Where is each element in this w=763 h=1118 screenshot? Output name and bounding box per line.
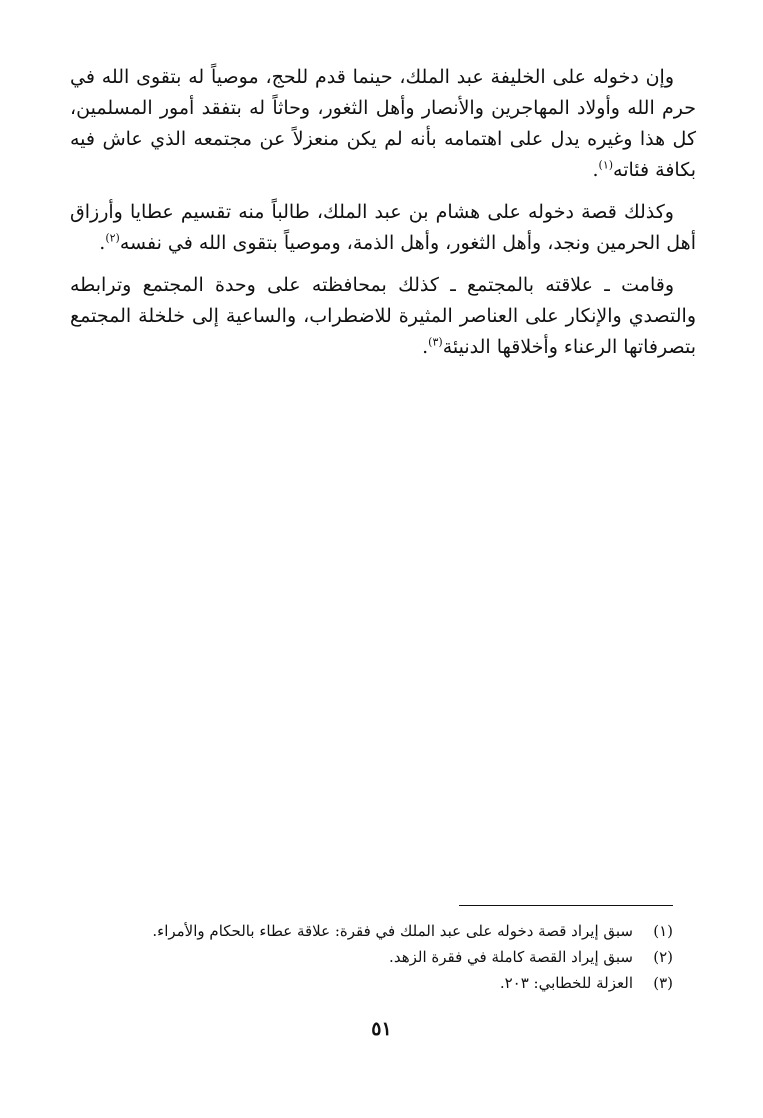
footnote-2 [70, 944, 673, 970]
footnote-ref-3: (٣) [428, 335, 443, 349]
footnote-separator [459, 905, 673, 906]
footnote-number: (١) [653, 922, 673, 940]
paragraph-1-end: . [592, 159, 599, 181]
page-number: ٥١ [371, 1018, 392, 1040]
paragraph-3-end: . [422, 336, 429, 358]
footnote-text: العزلة للخطابي: ٢٠٣. [499, 974, 633, 992]
footnote-1 [70, 918, 673, 944]
paragraph-1 [70, 62, 696, 186]
footnote-ref-2: (٢) [105, 231, 120, 245]
paragraph-3 [70, 270, 696, 363]
paragraph-2-text: وكذلك قصة دخوله على هشام بن عبد الملك، طالباً منه تقسيم عطايا وأرزاق أهل الحرمين ونجد، وأهل الثغور، وأهل الذمة، وموصياً بتقوى الله في نفسه [70, 201, 696, 254]
main-text [70, 62, 696, 374]
footnote-ref-1: (١) [598, 158, 614, 172]
footnote-3 [70, 970, 673, 996]
footnotes [70, 918, 673, 996]
paragraph-3-text: وقامت ـ علاقته بالمجتمع ـ كذلك بمحافظته على وحدة المجتمع وترابطه والتصدي والإنكار على العناصر المثيرة للاضطراب، والساعية إلى خلخلة المجتمع بتصرفاتها الرعناء وأخلاقها الدنيئة [70, 274, 696, 358]
footnote-number: (٣) [653, 974, 673, 992]
footnote-text: سبق إيراد قصة دخوله على عبد الملك في فقرة: علاقة عطاء بالحكام والأمراء. [152, 922, 633, 940]
footnote-number: (٢) [653, 948, 673, 966]
paragraph-2-end: . [99, 232, 106, 254]
paragraph-1-text: وإن دخوله على الخليفة عبد الملك، حينما قدم للحج، موصياً له بتقوى الله في حرم الله وأولاد المهاجرين والأنصار وأهل الثغور، وحاثاً له بتفقد أمور المسلمين، كل هذا وغيره يدل على اهتمامه بأنه لم يكن منعزلاً عن مجتمعه الذي عاش فيه بكافة فئاته [70, 66, 696, 181]
paragraph-2 [70, 197, 696, 259]
footnote-text: سبق إيراد القصة كاملة في فقرة الزهد. [389, 948, 633, 966]
